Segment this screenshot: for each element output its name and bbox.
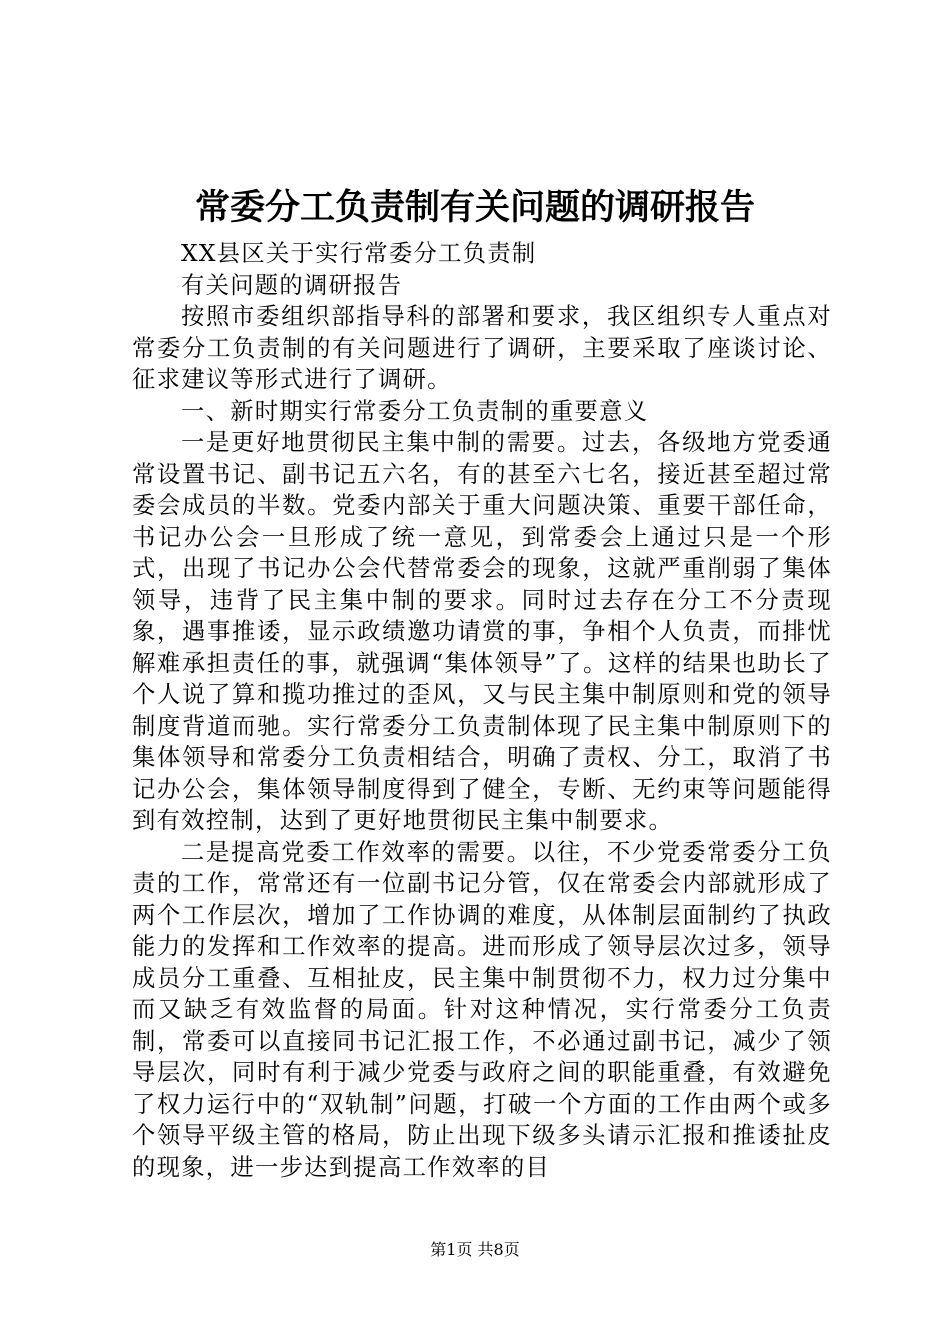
document-title: 常委分工负责制有关问题的调研报告 <box>194 187 755 228</box>
document-body <box>132 238 832 1183</box>
paragraph-intro: 按照市委组织部指导科的部署和要求，我区组织专人重点对常委分工负责制的有关问题进行了调研，主要采取了座谈讨论、征求建议等形式进行了调研。 <box>132 303 832 393</box>
section-heading: 一、新时期实行常委分工负责制的重要意义 <box>181 397 649 425</box>
paragraph-point-two: 二是提高党委工作效率的需要。以往，不少党委常委分工负责的工作，常常还有一位副书记分管，仅在常委会内部就形成了两个工作层次，增加了工作协调的难度，从体制层面制约了执政能力的发挥和工作效率的提高。进而形成了领导层次过多，领导成员分工重叠、互相扯皮，民主集中制贯彻不力，权力过分集中而又缺乏有效监督的局面。针对这种情况，实行常委分工负责制，常委可以直接同书记汇报工作，不必通过副书记，减少了领导层次，同时有利于减少党委与政府之间的职能重叠，有效避免了权力运行中的“双轨制”问题，打破一个方面的工作由两个或多个领导平级主管的格局，防止出现下级多头请示汇报和推诿扯皮的现象，进一步达到提高工作效率的目 <box>132 838 832 1181</box>
page-number: 第1页 共8页 <box>430 1240 520 1259</box>
paragraph-subtitle-line-1: XX县区关于实行常委分工负责制 <box>181 240 537 267</box>
paragraph-subtitle-line-2: 有关问题的调研报告 <box>181 271 403 299</box>
paragraph-point-one: 一是更好地贯彻民主集中制的需要。过去，各级地方党委通常设置书记、副书记五六名，有的甚至六七名，接近甚至超过常委会成员的半数。党委内部关于重大问题决策、重要干部任命，书记办公会一旦形成了统一意见，到常委会上通过只是一个形式，出现了书记办公会代替常委会的现象，这就严重削弱了集体领导，违背了民主集中制的要求。同时过去存在分工不分责现象，遇事推诿，显示政绩邀功请赏的事，争相个人负责，而排忧解难承担责任的事，就强调“集体领导”了。这样的结果也助长了个人说了算和揽功推过的歪风，又与民主集中制原则和党的领导制度背道而驰。实行常委分工负责制体现了民主集中制原则下的集体领导和常委分工负责相结合，明确了责权、分工，取消了书记办公会，集体领导制度得到了健全，专断、无约束等问题能得到有效控制，达到了更好地贯彻民主集中制要求。 <box>132 429 832 834</box>
